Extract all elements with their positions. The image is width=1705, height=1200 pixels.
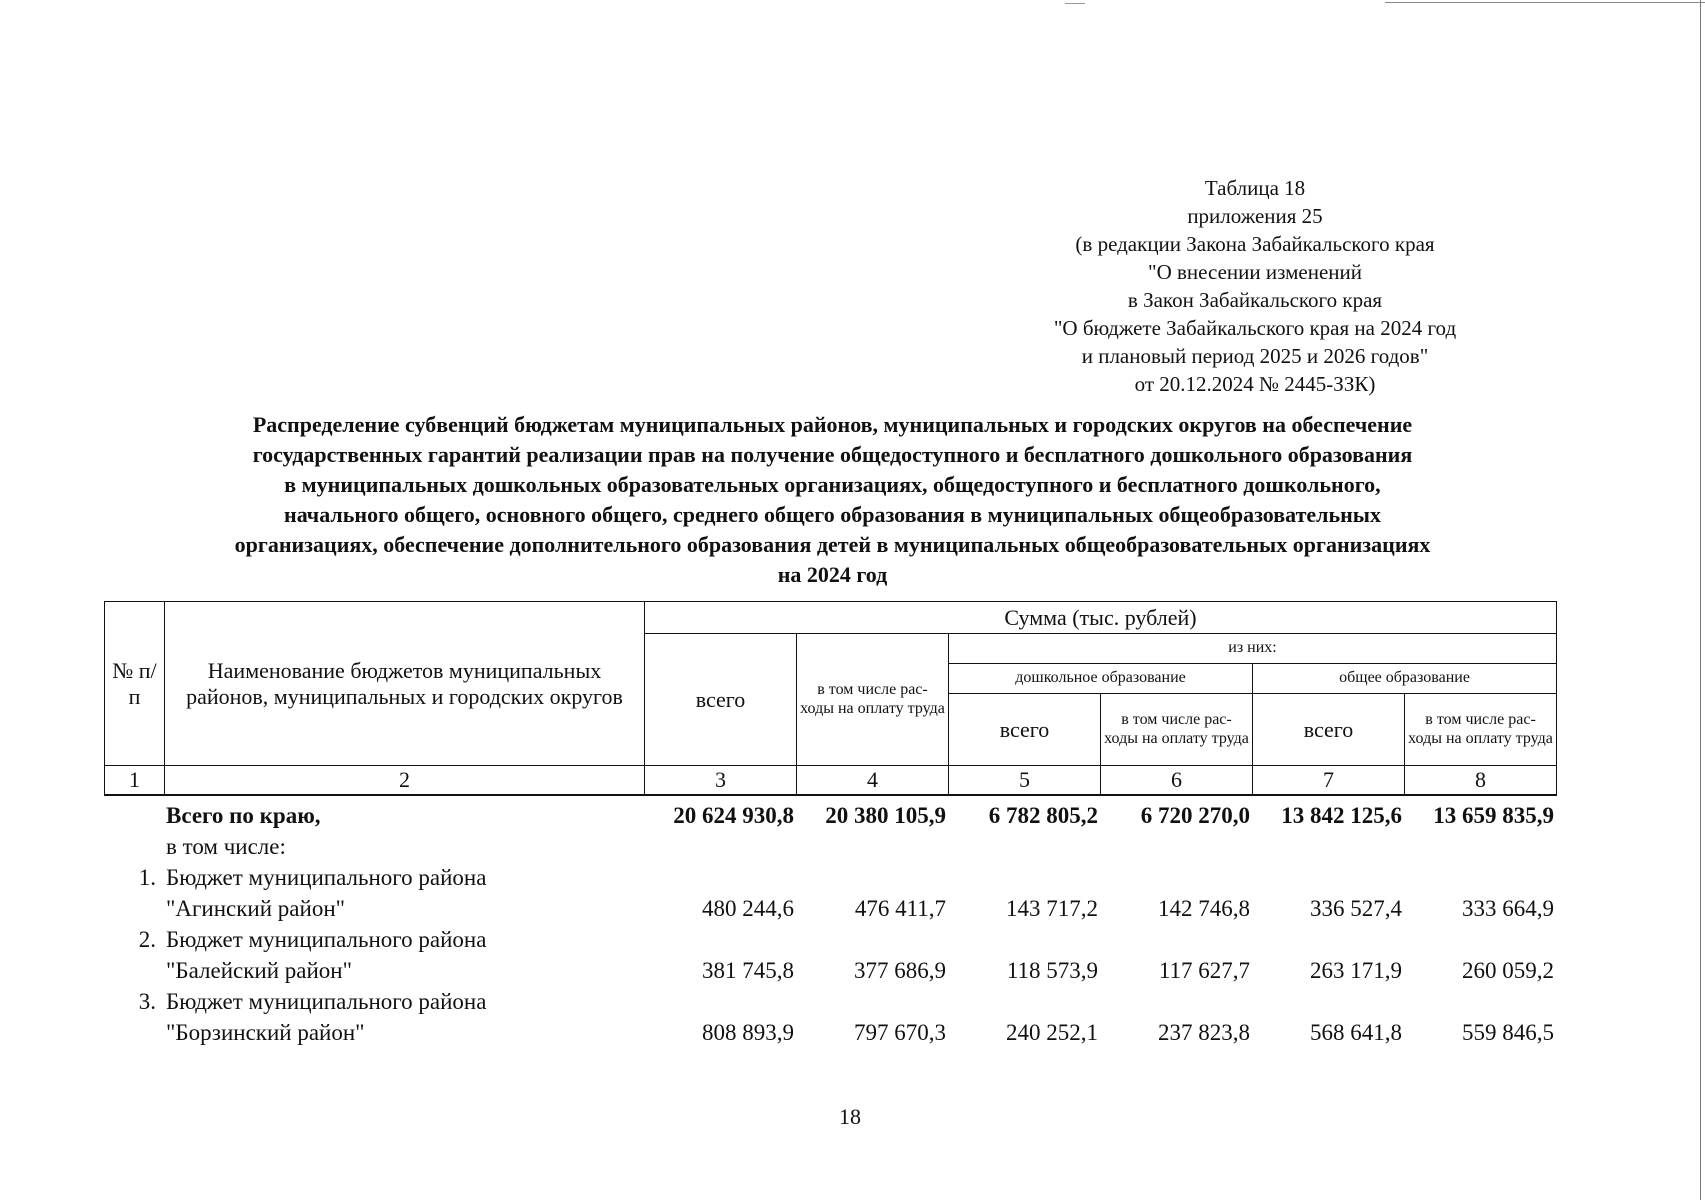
row-name-line2: "Балейский район"	[166, 958, 352, 983]
row-value: 117 627,7	[1158, 958, 1250, 983]
row-value: 377 686,9	[854, 958, 946, 983]
header-note-line: приложения 25	[1187, 204, 1323, 228]
row-value: 797 670,3	[854, 1020, 946, 1045]
scan-artifact-line	[1065, 3, 1085, 4]
row-value: 143 717,2	[1006, 896, 1098, 921]
col-header-preschool-labor: в том числе рас- ходы на оплату труда	[1101, 694, 1253, 766]
col-header-total: всего	[645, 634, 797, 766]
scan-artifact-line	[1385, 2, 1705, 3]
title-line: государственных гарантий реализации прав на получение общедоступного и бесплатного дошкольного образования	[252, 442, 1413, 467]
table-row	[104, 986, 1556, 1017]
col-header-labor: в том числе рас- ходы на оплату труда	[797, 634, 949, 766]
col-group-sum: Сумма (тыс. рублей)	[645, 602, 1557, 634]
header-note-line: Таблица 18	[1204, 176, 1306, 200]
row-value: 381 745,8	[702, 958, 794, 983]
row-name-line1: Бюджет муниципального района	[166, 927, 487, 952]
total-value: 6 782 805,2	[988, 803, 1098, 828]
table-row	[104, 893, 1556, 924]
title-line: в муниципальных дошкольных образовательных организациях, общедоступного и бесплатного дошкольного,	[284, 472, 1381, 497]
total-label: Всего по краю,	[166, 803, 321, 828]
title-line: на 2024 год	[777, 562, 888, 587]
row-value: 480 244,6	[702, 896, 794, 921]
col-header-general-labor: в том числе рас- ходы на оплату труда	[1405, 694, 1557, 766]
col-group-preschool: дошкольное образование	[949, 664, 1253, 694]
row-name-line2: "Агинский район"	[166, 896, 346, 921]
table-row	[104, 1017, 1556, 1048]
col-number-cell: 1	[105, 766, 165, 796]
appendix-header-note	[985, 174, 1525, 398]
table-row	[104, 955, 1556, 986]
table-row	[104, 924, 1556, 955]
total-value: 20 624 930,8	[673, 803, 794, 828]
col-header-general-total: всего	[1253, 694, 1405, 766]
header-note-line: (в редакции Закона Забайкальского края	[1075, 232, 1435, 256]
row-value: 333 664,9	[1462, 896, 1554, 921]
row-value: 118 573,9	[1006, 958, 1098, 983]
row-index: 1.	[138, 865, 156, 890]
title-line: начального общего, основного общего, среднего общего образования в муниципальных общеобразовательных	[284, 502, 1381, 527]
page-number: 18	[839, 1104, 861, 1129]
row-value: 476 411,7	[854, 896, 946, 921]
total-value: 13 842 125,6	[1281, 803, 1402, 828]
row-value: 260 059,2	[1462, 958, 1554, 983]
col-group-of-them: из них:	[949, 634, 1557, 664]
row-value: 142 746,8	[1158, 896, 1250, 921]
col-number-cell: 8	[1405, 766, 1557, 796]
row-value: 240 252,1	[1006, 1020, 1098, 1045]
col-header-preschool-total: всего	[949, 694, 1101, 766]
table-header	[104, 601, 1557, 796]
header-note-line: и плановый период 2025 и 2026 годов"	[1081, 344, 1429, 368]
col-header-number: № п/п	[105, 602, 165, 766]
total-value: 20 380 105,9	[825, 803, 946, 828]
table-body	[104, 800, 1556, 1048]
row-value: 336 527,4	[1310, 896, 1402, 921]
table-row-subtitle	[104, 831, 1556, 862]
header-note-line: от 20.12.2024 № 2445-ЗЗК)	[1134, 372, 1376, 396]
col-number-cell: 7	[1253, 766, 1405, 796]
title-line: Распределение субвенций бюджетам муниципальных районов, муниципальных и городских округов на обеспечение	[252, 412, 1413, 437]
row-name-line1: Бюджет муниципального района	[166, 989, 487, 1014]
subtitle-label: в том числе:	[166, 834, 286, 859]
total-value: 6 720 270,0	[1140, 803, 1250, 828]
row-index: 3.	[138, 989, 156, 1014]
row-name-line2: "Борзинский район"	[166, 1020, 365, 1045]
total-value: 13 659 835,9	[1433, 803, 1554, 828]
row-name-line1: Бюджет муниципального района	[166, 865, 487, 890]
col-number-cell: 6	[1101, 766, 1253, 796]
col-number-cell: 4	[797, 766, 949, 796]
col-number-cell: 2	[165, 766, 645, 796]
scan-edge	[1700, 0, 1701, 1200]
col-number-cell: 5	[949, 766, 1101, 796]
col-header-name: Наименование бюджетов муниципальных районов, муниципальных и городских округов	[165, 602, 645, 766]
header-note-line: "О внесении изменений	[1148, 260, 1362, 284]
header-note-line: в Закон Забайкальского края	[1127, 288, 1383, 312]
title-line: организациях, обеспечение дополнительного образования детей в муниципальных общеобразовательных организациях	[234, 532, 1431, 557]
row-value: 568 641,8	[1310, 1020, 1402, 1045]
row-value: 237 823,8	[1158, 1020, 1250, 1045]
table-row	[104, 862, 1556, 893]
col-group-general: общее образование	[1253, 664, 1557, 694]
document-title	[100, 410, 1565, 590]
col-number-cell: 3	[645, 766, 797, 796]
row-value: 559 846,5	[1462, 1020, 1554, 1045]
row-value: 263 171,9	[1310, 958, 1402, 983]
header-note-line: "О бюджете Забайкальского края на 2024 год	[1053, 316, 1457, 340]
row-value: 808 893,9	[702, 1020, 794, 1045]
row-index: 2.	[138, 927, 156, 952]
table-row-total	[104, 800, 1556, 831]
